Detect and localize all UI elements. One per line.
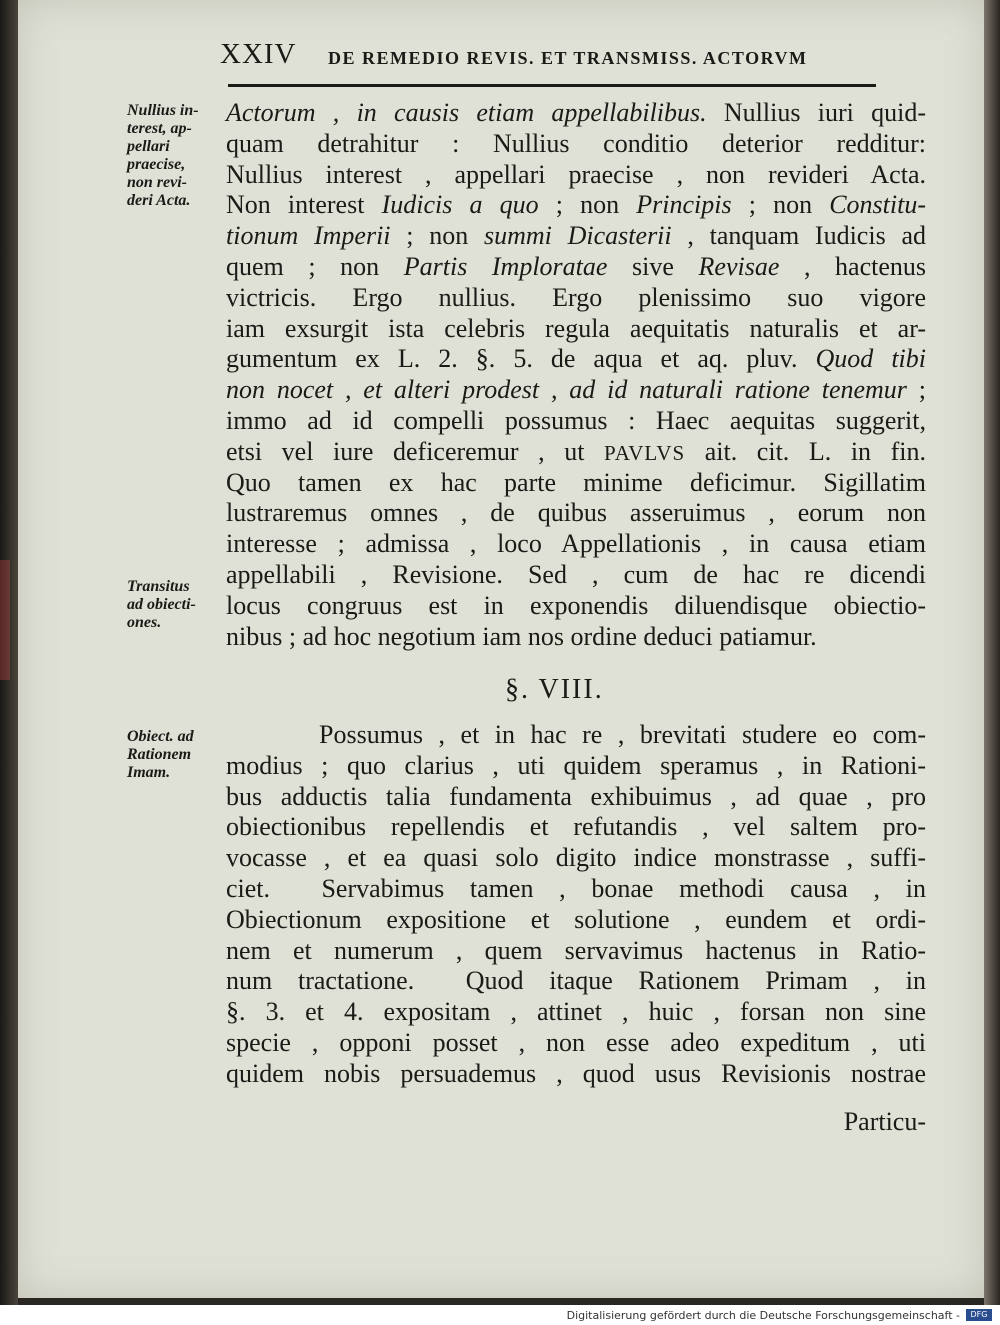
text-line <box>226 314 926 344</box>
marginal-note-line: Rationem <box>127 746 192 763</box>
text-segment: ; non <box>538 190 637 220</box>
italic-phrase: Principis <box>636 190 732 220</box>
italic-phrase: Partis Imploratae <box>403 252 608 281</box>
text-segment: Nullius iuri quid- <box>706 98 926 127</box>
text-line: num tractatione. Quod itaque Rationem Primam , in <box>226 966 926 996</box>
italic-phrase: Actorum , in causis etiam appellabilibus. <box>226 98 707 127</box>
italic-phrase: tionum Imperii <box>226 221 391 251</box>
text-line <box>226 98 926 128</box>
footer <box>0 1305 1000 1325</box>
text-line <box>226 283 926 313</box>
text-line <box>226 406 926 436</box>
italic-phrase: Constitu- <box>829 190 926 220</box>
text-line <box>226 129 926 159</box>
marginal-note-line: deri Acta. <box>127 192 191 209</box>
text-line: specie , opponi posset , non esse adeo expeditum , uti <box>226 1028 926 1057</box>
text-segment: ; <box>906 375 926 405</box>
text-segment: victricis. Ergo nullius. Ergo plenissimo suo vigore <box>226 282 926 312</box>
text-line <box>226 622 926 652</box>
text-line <box>226 529 926 559</box>
marginal-note-line: pellari <box>127 138 170 155</box>
header-rule <box>228 84 876 87</box>
running-title: DE REMEDIO REVIS. ET TRANSMISS. ACTORVM <box>328 48 808 68</box>
text-line <box>226 375 926 405</box>
text-line <box>226 252 926 282</box>
text-line <box>226 160 926 190</box>
text-segment: Non interest <box>226 190 382 220</box>
text-line: modius ; quo clarius , uti quidem speramus , in Rationi- <box>226 750 926 780</box>
marginal-note-line: praecise, <box>127 156 186 173</box>
text-segment: gumentum ex L. 2. §. 5. de aqua et aq. pluv. <box>226 344 816 374</box>
italic-phrase: summi Dicasterii <box>484 221 672 251</box>
text-line: obiectionibus repellendis et refutandis , vel saltem pro- <box>226 812 926 842</box>
marginal-note-line: Imam. <box>127 764 171 781</box>
text-line: bus adductis talia fundamenta exhibuimus , ad quae , pro <box>226 781 926 811</box>
marginal-note-line: Transitus <box>127 578 190 595</box>
text-line: ciet. Servabimus tamen , bonae methodi causa , in <box>226 874 926 903</box>
text-segment: ; non <box>390 221 484 251</box>
marginal-note-line: ones. <box>127 614 162 631</box>
text-segment: quem ; non <box>226 252 404 281</box>
text-line <box>226 468 926 498</box>
marginal-note-line: Nullius in- <box>127 102 199 119</box>
section-heading: §. VIII. <box>505 674 604 705</box>
text-segment: nibus ; ad hoc negotium iam nos ordine deduci patiamur. <box>226 621 817 651</box>
text-segment: quam detrahitur : Nullius conditio deterior redditur: <box>226 128 926 158</box>
margin-stain <box>0 560 10 680</box>
text-line <box>226 221 926 251</box>
italic-phrase: Revisae <box>698 252 780 281</box>
italic-phrase: non nocet , et alteri prodest , ad id naturali ratione tenemur <box>226 375 907 405</box>
text-segment: locus congruus est in exponendis diluendisque obiectio- <box>226 590 926 620</box>
marginal-note-line: non revi- <box>127 174 187 191</box>
page-edge <box>984 0 1000 1305</box>
text-segment: , tanquam Iudicis ad <box>671 221 926 251</box>
small-caps-name: PAVLVS <box>604 440 686 465</box>
text-segment: , hactenus <box>779 252 926 281</box>
text-line <box>226 498 926 528</box>
text-segment: iam exsurgit ista celebris regula aequitatis naturalis et ar- <box>226 313 926 343</box>
catchword: Particu- <box>843 1107 926 1136</box>
text-line <box>226 591 926 621</box>
marginal-note-line: terest, ap- <box>127 120 192 137</box>
text-segment: appellabili , Revisione. Sed , cum de hac re dicendi <box>226 560 926 589</box>
marginal-note-line: Obiect. ad <box>127 728 194 745</box>
text-segment: immo ad id compelli possumus : Haec aequitas suggerit, <box>226 406 926 435</box>
text-segment: lustraremus omnes , de quibus asseruimus , eorum non <box>226 498 926 528</box>
text-segment: sive <box>607 252 699 281</box>
text-segment: etsi vel iure deficeremur , ut <box>226 436 605 466</box>
text-segment: interesse ; admissa , loco Appellationis , in causa etiam <box>226 529 926 559</box>
text-line: §. 3. et 4. expositam , attinet , huic , forsan non sine <box>226 997 926 1027</box>
text-line: nem et numerum , quem servavimus hactenus in Ratio- <box>226 935 926 965</box>
dfg-logo: DFG <box>966 1309 992 1321</box>
text-line: vocasse , et ea quasi solo digito indice monstrasse , suffi- <box>226 843 926 873</box>
text-line <box>226 190 926 220</box>
text-line <box>226 344 926 374</box>
italic-phrase: Iudicis a quo <box>381 190 539 220</box>
text-line <box>226 560 926 590</box>
page-header <box>220 38 875 78</box>
funding-notice: Digitalisierung gefördert durch die Deutsche Forschungsgemeinschaft - <box>566 1309 960 1322</box>
text-segment: Nullius interest , appellari praecise , non revideri Acta. <box>226 159 926 189</box>
marginal-note-line: ad obiecti- <box>127 596 196 613</box>
italic-phrase: Quod tibi <box>815 344 927 374</box>
text-segment: ait. cit. L. in fin. <box>685 436 926 466</box>
text-line: quidem nobis persuademus , quod usus Revisionis nostrae <box>226 1058 926 1088</box>
text-segment: ; non <box>731 190 830 220</box>
text-line: Obiectionum expositione et solutione , eundem et ordi- <box>226 904 926 934</box>
text-line <box>226 437 926 468</box>
text-segment: Quo tamen ex hac parte minime deficimur. Sigillatim <box>226 467 926 497</box>
folio-number: XXIV <box>220 38 297 70</box>
text-line: Possumus , et in hac re , brevitati studere eo com- <box>226 720 926 749</box>
